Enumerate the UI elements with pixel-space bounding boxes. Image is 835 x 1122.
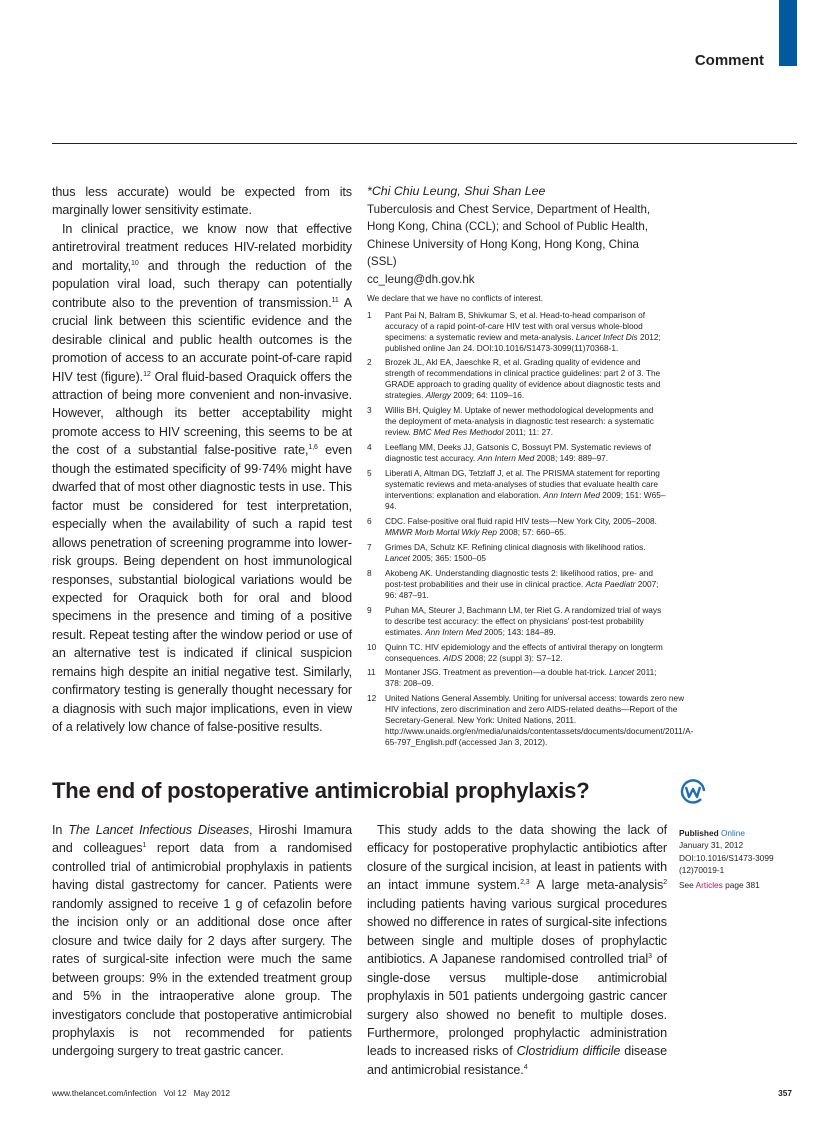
reference-number: 1	[367, 309, 372, 320]
italic-text: Ann Intern Med	[425, 626, 482, 637]
reference-number: 3	[367, 405, 372, 416]
divider	[52, 143, 797, 144]
citation-marker: 1,6	[308, 444, 318, 452]
article-title: The end of postoperative antimicrobial prophylaxis?	[52, 778, 590, 803]
text-run: thus less accurate) would be expected from its marginally lower sensitivity estimate.	[52, 185, 352, 218]
article-column-2	[367, 821, 667, 1079]
text-run: A large meta-analysis	[529, 878, 664, 893]
citation-marker: 10	[131, 259, 139, 267]
citation-marker: 4	[523, 1063, 528, 1071]
text-run: Oral fluid-based Oraquick offers the attraction of being more convenient and non-invasive. However, although its better acceptability might promote access to HIV screening, this seems to be at the cost of a substantial false-positive rate,	[52, 369, 352, 458]
publish-date: January 31, 2012	[679, 840, 744, 851]
reference-number: 6	[367, 516, 372, 527]
reference-number: 7	[367, 541, 372, 552]
italic-text: Lancet	[609, 667, 635, 678]
reference-item	[367, 405, 667, 438]
text-run: CDC. False-positive oral fluid rapid HIV tests—New York City, 2005–2008.	[385, 516, 657, 527]
text-run: Willis BH, Quigley M. Uptake of newer methodological developments and the deployment of meta-analysis in diagnostic test research: a systematic review.	[385, 405, 654, 438]
published-label: Published	[679, 828, 719, 838]
author-names: *Chi Chiu Leung, Shui Shan Lee	[367, 184, 546, 198]
italic-text: Allergy	[425, 390, 451, 401]
text-run: 2005; 365: 1500–05	[409, 552, 487, 563]
online-label: Online	[720, 828, 745, 838]
italic-text: Acta Paediatr	[585, 578, 636, 589]
reference-text	[385, 667, 667, 689]
text-run: 2009; 64: 1109–16.	[450, 390, 525, 401]
reference-item	[367, 568, 667, 601]
text-run: 2007; 96: 487–91.	[385, 578, 659, 600]
reference-number: 12	[367, 693, 377, 704]
reference-text	[385, 542, 667, 564]
citation-marker: 1	[142, 842, 147, 850]
text-run: Grimes DA, Schulz KF. Refining clinical diagnosis with likelihood ratios.	[385, 541, 646, 552]
reference-number: 2	[367, 357, 372, 368]
left-column-text	[52, 183, 352, 737]
text-run: 2011; 378: 208–09.	[385, 667, 657, 689]
reference-text	[385, 642, 667, 664]
text-run: Liberati A, Altman DG, Tetzlaff J, et al. The PRISMA statement for reporting systematic reviews and meta-analyses of studies that evaluate health care interventions: explanation and elaboration.	[385, 468, 660, 501]
reference-text	[385, 468, 667, 512]
text-run: Quinn TC. HIV epidemiology and the effects of antiviral therapy on longterm consequences.	[385, 641, 663, 663]
reference-text	[385, 693, 693, 748]
reference-item	[367, 642, 667, 664]
author-email[interactable]: cc_leung@dh.gov.hk	[367, 272, 475, 286]
reference-text	[385, 516, 667, 538]
top-section	[52, 183, 797, 763]
italic-text: AIDS	[443, 652, 463, 663]
see-page: page 381	[725, 880, 760, 891]
citation-marker: 11	[331, 296, 339, 304]
italic-text: Lancet Infect Dis	[575, 331, 638, 342]
text-run: United Nations General Assembly. Uniting for universal access: towards zero new HIV infections, zero discrimination and zero AIDS-related deaths—Report of the Secretary-General. New York: United Nations, 2011. http://www.unaids.org/en/media/unaids/contentassets/documents/document/2011/A-65-797_English.pdf (accessed Jan 3, 2012).	[385, 693, 694, 748]
reference-item	[367, 442, 667, 464]
text-run: Leeflang MM, Deeks JJ, Gatsonis C, Bossuyt PM. Systematic reviews of diagnostic test accuracy.	[385, 442, 652, 464]
right-column	[367, 183, 694, 752]
footer-journal: www.thelancet.com/infection Vol 12 May 2012	[52, 1088, 231, 1099]
reference-number: 10	[367, 641, 377, 652]
italic-text: BMC Med Res Methodol	[413, 427, 504, 438]
reference-item	[367, 667, 667, 689]
article-body	[52, 821, 797, 1079]
reference-item	[367, 468, 667, 512]
text-run: Puhan MA, Steurer J, Bachmann LM, ter Riet G. A randomized trial of ways to describe test accuracy: the effect on physicians' post-test probability estimates.	[385, 604, 662, 637]
paragraph	[367, 821, 667, 1079]
reference-text	[385, 405, 667, 438]
reference-number: 4	[367, 442, 372, 453]
author-affiliation: Tuberculosis and Chest Service, Department of Health, Hong Kong, China (CCL); and School of Public Health, Chinese University of Hong Kong, Hong Kong, China (SSL)	[367, 202, 651, 269]
footer	[52, 1087, 797, 1119]
citation-marker: 3	[648, 953, 652, 961]
text-run: Montaner JSG. Treatment as prevention—a double hat-trick.	[385, 667, 610, 678]
publication-sidebar	[679, 827, 774, 891]
reference-number: 11	[367, 667, 376, 678]
page-content	[52, 183, 797, 1119]
text-run: even though the estimated specificity of 99·74% might have dwarfed that of most other diagnostic tests in use. This factor must be considered for test interpretation, especially when the availability of such a rapid test allows penetration of screening programme into lower-risk groups. Being dependent on host immunological responses, substantial biological variations would be expected for Oraquick both for oral and blood specimens in the presence and timing of a positive result. Repeat testing after the window period or use of an alternative test is indicated if clinical suspicion remains high despite an initial negative test. Similarly, confirmatory testing is generally thought necessary for a diagnosis with such major implications, even in view of a relatively low chance of false-positive results.	[52, 443, 352, 735]
paragraph	[52, 183, 352, 220]
paragraph	[52, 821, 352, 1061]
doi: DOI:10.1016/S1473-3099(12)70019-1	[679, 852, 774, 875]
text-run: A crucial link between this scientific evidence and the desirable clinical and public health outcomes is the promotion of access to an accurate point-of-care rapid HIV test (figure).	[52, 295, 352, 384]
text-run: 2012; published online Jan 24. DOI:10.1016/S1473-3099(11)70368-1.	[385, 331, 661, 353]
text-run: In clinical practice, we know now that effective antiretroviral treatment reduces HIV-related morbidity and mortality,	[52, 221, 352, 273]
text-run: of single-dose versus multiple-dose antimicrobial prophylaxis in 501 patients undergoing gastric cancer surgery also showed no benefit to multiple doses. Furthermore, prolonged prophylactic administration leads to increased risks of	[367, 952, 668, 1059]
italic-text: Clostridium difficile	[516, 1044, 621, 1059]
text-run: 2008; 149: 889–97.	[534, 453, 609, 464]
reference-item	[367, 542, 667, 564]
reference-number: 9	[367, 604, 372, 615]
text-run: report data from a randomised controlled trial of antimicrobial prophylaxis in patients having distal gastrectomy for cancer. Patients were randomly assigned to receive 1 g of cefazolin before the incision only or an additional dose once after closure and twice daily for 2 days after surgery. The rates of surgical-site infection were much the same between groups: 9% in the extended treatment group and 5% in the intraoperative alone group. The investigators conclude that postoperative antimicrobial prophylaxis is not recommended for patients undergoing surgery to treat gastric cancer.	[52, 841, 353, 1059]
text-run: and through the reduction of the population viral load, such therapy can potentially contribute also to the prevention of transmission.	[52, 258, 352, 310]
section-label: Comment	[694, 52, 764, 69]
author-block	[367, 183, 667, 289]
italic-text: The Lancet Infectious Diseases	[68, 823, 250, 837]
web-extra-icon	[680, 779, 706, 805]
reference-number: 5	[367, 468, 372, 479]
page-number: 357	[778, 1088, 792, 1099]
reference-item	[367, 605, 667, 638]
citation-marker: 2,3	[520, 879, 530, 887]
reference-text	[385, 310, 667, 354]
italic-text: MMWR Morb Mortal Wkly Rep	[385, 527, 498, 538]
text-run: Pant Pai N, Balram B, Shivkumar S, et al. Head-to-head comparison of accuracy of a rapid point-of-care HIV test with oral versus whole-blood specimens: a systematic review and meta-analysis.	[385, 309, 646, 342]
reference-text	[385, 442, 667, 464]
conflict-declaration: We declare that we have no conflicts of interest.	[367, 292, 544, 303]
text-run: This study adds to the data showing the lack of efficacy for postoperative prophylactic antibiotics after closure of the surgical incision, at least in patients with an intact immune system.	[367, 823, 667, 893]
reference-item	[367, 693, 694, 748]
reference-text	[385, 568, 667, 601]
citation-marker: 12	[143, 370, 151, 378]
articles-link[interactable]: Articles	[695, 880, 723, 891]
citation-marker: 2	[663, 879, 667, 887]
reference-text	[385, 357, 667, 401]
reference-number: 8	[367, 567, 372, 578]
text-run: disease and antimicrobial resistance.	[367, 1044, 668, 1077]
reference-text	[385, 605, 667, 638]
text-run: 2011; 11: 27.	[503, 427, 554, 438]
text-run: 2008; 57: 660–65.	[497, 527, 567, 538]
section-accent-bar	[779, 0, 797, 66]
reference-list	[367, 309, 694, 749]
italic-text: Ann Intern Med	[543, 490, 600, 501]
text-run: In	[52, 823, 69, 837]
text-run: including patients having various surgical procedures showed no difference in rates of surgical-site infections between single and multiple doses of prophylactic antibiotics. A Japanese randomised controlled trial	[367, 896, 667, 967]
text-run: Brozek JL, Akl EA, Jaeschke R, et al. Grading quality of evidence and strength of recommendations in clinical practice guidelines: part 2 of 3. The GRADE approach to grading quality of evidence about diagnostic tests and strategies.	[385, 357, 661, 401]
text-run: 2009; 151: W65–94.	[385, 490, 666, 512]
text-run: , Hiroshi Imamura and colleagues	[52, 823, 352, 856]
text-run: Akobeng AK. Understanding diagnostic tests 2: likelihood ratios, pre- and post-test probabilities and their use in clinical practice.	[385, 567, 653, 589]
see-label: See	[679, 880, 694, 891]
article-title-row	[52, 777, 797, 817]
reference-item	[367, 516, 667, 538]
article-column-1	[52, 821, 352, 1061]
italic-text: Lancet	[385, 552, 410, 563]
text-run: 2005; 143: 184–89.	[481, 626, 556, 637]
text-run: 2008; 22 (suppl 3): S7–12.	[462, 652, 563, 663]
reference-item	[367, 310, 667, 354]
paragraph	[52, 220, 352, 737]
reference-item	[367, 357, 667, 401]
italic-text: Ann Intern Med	[477, 453, 535, 464]
